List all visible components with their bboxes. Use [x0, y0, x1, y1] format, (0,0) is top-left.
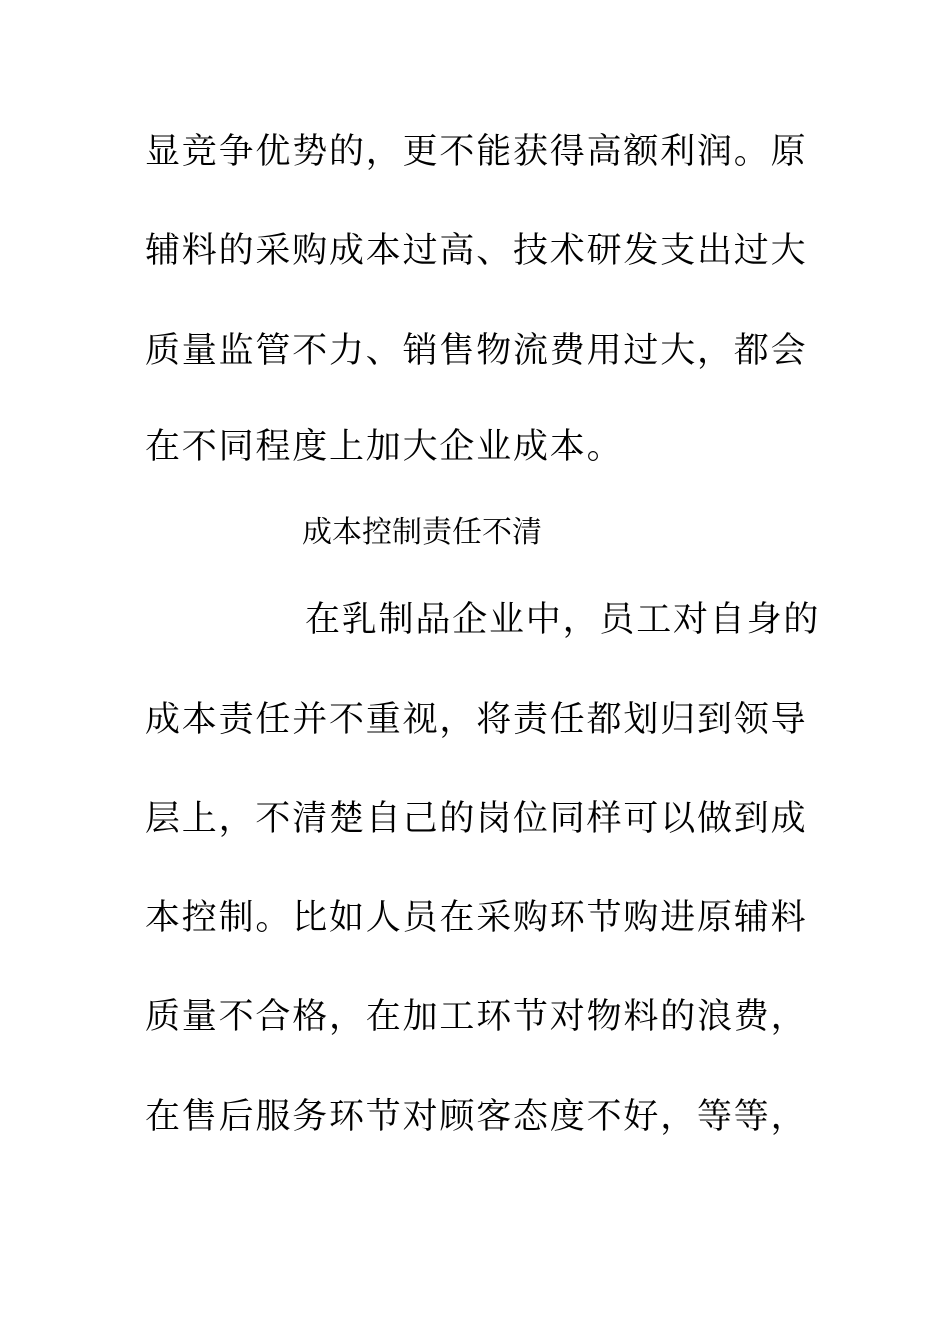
paragraph-line: 成本责任并不重视，将责任都划归到领导 [145, 700, 808, 740]
section-heading: 成本控制责任不清 [302, 515, 542, 550]
paragraph-line: 在不同程度上加大企业成本。 [145, 427, 624, 467]
paragraph-line: 在售后服务环节对顾客态度不好，等等， [145, 1097, 808, 1137]
paragraph-line: 本控制。比如人员在采购环节购进原辅料 [145, 898, 808, 938]
paragraph-line: 质量监管不力、销售物流费用过大，都会 [145, 331, 808, 371]
paragraph-line: 在乳制品企业中，员工对自身的 [305, 600, 821, 640]
paragraph-line: 辅料的采购成本过高、技术研发支出过大 [145, 231, 808, 271]
paragraph-line: 质量不合格，在加工环节对物料的浪费， [145, 997, 808, 1037]
paragraph-line: 显竞争优势的，更不能获得高额利润。原 [145, 132, 808, 172]
paragraph-line: 层上，不清楚自己的岗位同样可以做到成 [145, 799, 808, 839]
